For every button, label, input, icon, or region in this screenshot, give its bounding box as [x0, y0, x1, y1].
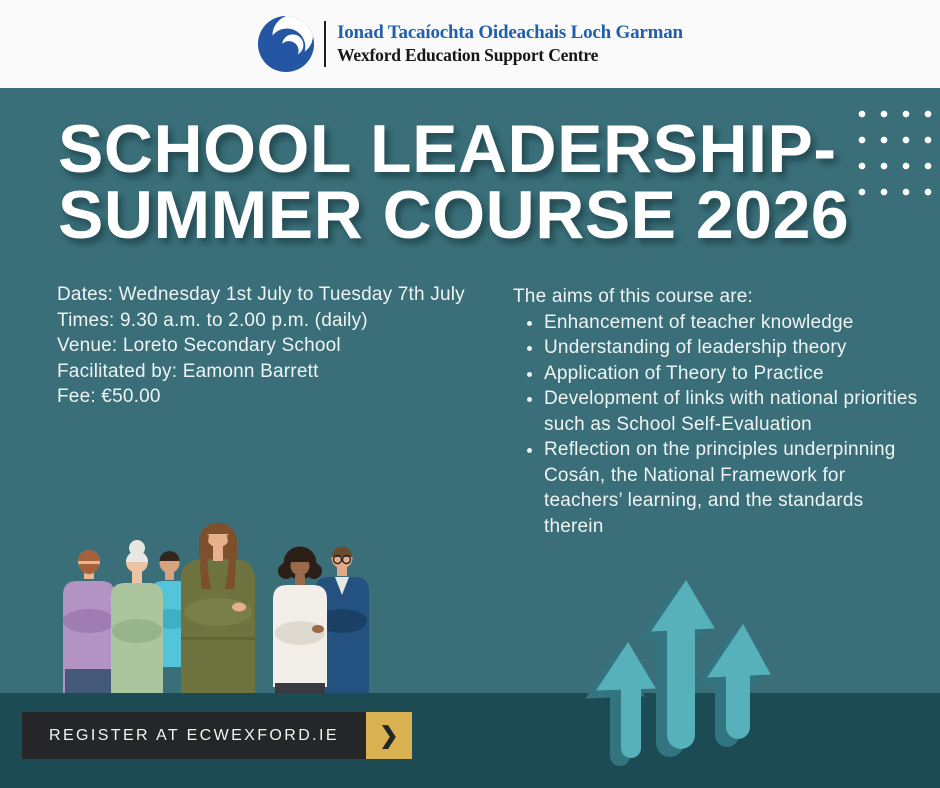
- aims-heading: The aims of this course are:: [513, 286, 754, 307]
- teachers-group-photo: [53, 517, 387, 694]
- logo-block: [257, 15, 683, 73]
- detail-dates: Dates: Wednesday 1st July to Tuesday 7th July: [57, 284, 465, 305]
- register-button[interactable]: [22, 712, 412, 759]
- register-button-label[interactable]: REGISTER AT ECWEXFORD.IE: [22, 712, 366, 759]
- aims-item: • Application of Theory to Practice: [544, 361, 923, 387]
- title-line2: SUMMER COURSE 2026: [58, 177, 850, 253]
- aims-item: • Development of links with national priorities such as School Self-Evaluation: [544, 386, 923, 437]
- page-title: [58, 111, 850, 253]
- growth-arrows-illustration: [575, 565, 790, 770]
- person-white-blouse: [273, 547, 327, 695]
- logo-divider: [324, 21, 326, 67]
- aims-item: • Enhancement of teacher knowledge: [544, 310, 923, 336]
- arrows-front-faces: [597, 581, 770, 748]
- aims-item: • Reflection on the principles underpinning Cosán, the National Framework for teachers’ learning, and the standards therein: [544, 437, 923, 539]
- aims-item: • Understanding of leadership theory: [544, 335, 923, 361]
- person-olive-dress: [181, 523, 255, 695]
- detail-times: Times: 9.30 a.m. to 2.00 p.m. (daily): [57, 309, 368, 331]
- org-name-irish: Ionad Tacaíochta Oideachais Loch Garman: [337, 22, 683, 43]
- wave-logo-icon: [257, 15, 315, 73]
- person-sage-shirt: [111, 540, 163, 694]
- title-line1: SCHOOL LEADERSHIP-: [58, 111, 837, 187]
- org-name-english: Wexford Education Support Centre: [337, 45, 599, 65]
- person-lavender-shirt: [63, 550, 115, 694]
- dots-pattern-decoration: [851, 101, 940, 205]
- header-band: [0, 0, 940, 88]
- course-details: [57, 282, 465, 410]
- detail-facilitator: Facilitated by: Eamonn Barrett: [57, 360, 319, 382]
- detail-venue: Venue: Loreto Secondary School: [57, 335, 341, 356]
- course-aims: [513, 284, 923, 539]
- aims-list: [513, 310, 923, 540]
- org-names: [337, 22, 683, 66]
- detail-fee: Fee: €50.00: [57, 386, 161, 407]
- chevron-right-icon[interactable]: ❯: [366, 712, 412, 759]
